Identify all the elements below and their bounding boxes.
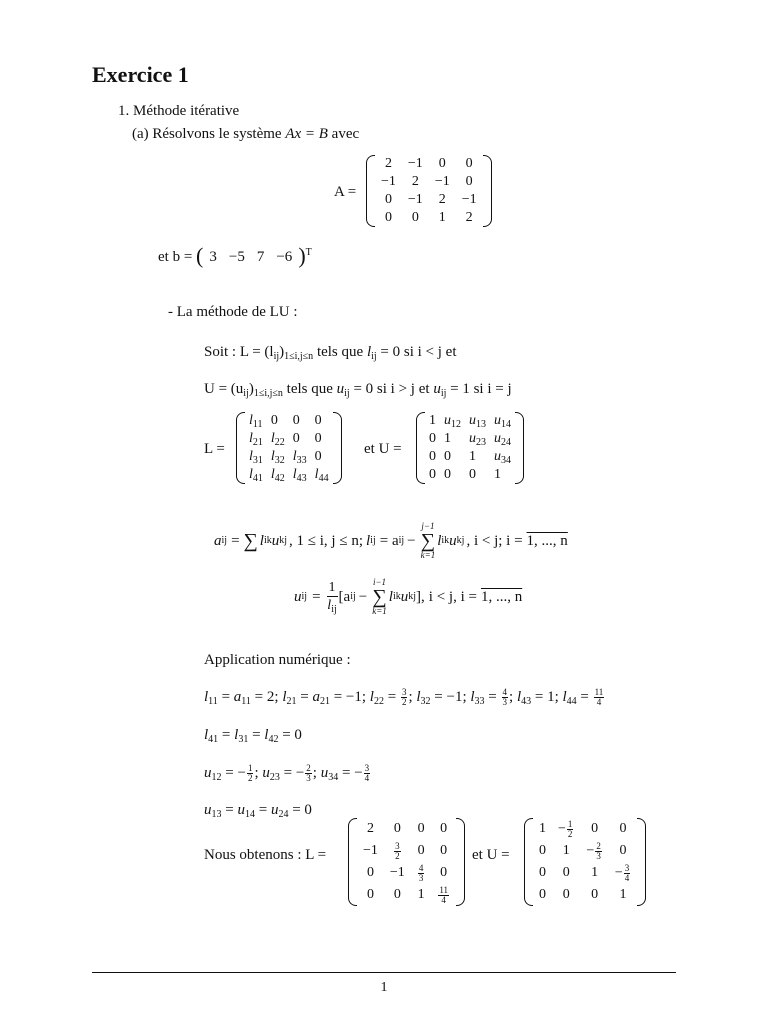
matrix-a-cell: 0 [465,156,473,171]
matrix-l-numeric-cell: 0 [440,821,448,836]
matrix-a-cell: 2 [438,192,446,207]
matrix-a-cell: −1 [434,174,450,189]
fu-range: 1, ..., n [480,589,523,605]
matrix-a-cell: 0 [465,174,473,189]
matrix-u-generic-cell: $u_{13}$ [469,413,486,430]
page-title: Exercice 1 [92,62,189,87]
matrix-a-table [375,155,483,227]
matrix-u-generic-cell: $u_{14}$ [494,413,511,430]
fu-sum-top: i−1 [372,577,387,587]
matrix-l-numeric-cell: 0 [393,821,401,836]
matrix-u-numeric-cell: 0 [539,865,546,880]
matrix-l-generic-cell: 0 [292,413,300,428]
fu-lhs: u [294,589,302,605]
soit-mid: ) [279,344,285,360]
matrix-l-generic [236,412,342,484]
fa-term: l [259,533,264,549]
matrix-u-numeric-cell: 1 [539,821,546,836]
fu-eq: = [312,589,321,605]
vector-b-entry: −6 [276,249,293,265]
vector-b-transpose: T [305,247,312,258]
app-heading: Application numérique : [204,652,351,668]
matrix-u-generic-cell: 1 [429,413,436,428]
matrix-u-numeric-cell: 0 [619,843,627,858]
u-sub2: 1≤i,j≤n [253,388,283,399]
matrix-l-numeric-cell: $\frac{11}{4}$ [439,884,448,905]
matrix-l-generic-cell: $l_{22}$ [270,431,285,448]
vector-b-entry: −5 [228,249,245,265]
matrix-l-numeric-cell: 0 [440,843,448,858]
item-a-label: (a) Résolvons le système [132,126,282,142]
fa-sum-bot: k=1 [420,550,436,560]
matrix-u-numeric-row [533,862,637,884]
fa-sum: ∑ [243,530,258,552]
matrix-a-name: A = [334,184,357,200]
matrix-a-cell: 0 [384,192,392,207]
matrix-u-numeric-row [533,818,637,840]
matrix-u-generic-cell: 0 [429,467,436,482]
matrix-l-generic-name: L = [204,441,225,457]
matrix-u-generic-cell: 0 [444,449,451,464]
fu-sum-limits: i−1 ∑ k=1 [372,577,387,616]
fa-cond1: , 1 ≤ i, j ≤ n; [289,533,363,549]
footer-rule [92,972,676,973]
app-line-2: $l_{41} = l_{31} = l_{42} = 0$ [204,727,302,745]
matrix-l-numeric-cell: 0 [440,865,448,880]
fa-term-b: l [437,533,442,549]
matrix-l-generic-row [245,412,333,430]
matrix-a-cell: 1 [438,210,446,225]
fa-sum-top: j−1 [421,521,435,531]
matrix-u-numeric-row [533,840,637,862]
matrix-l-generic-cell: $l_{11}$ [249,413,263,430]
matrix-u-numeric-cell: 0 [619,821,627,836]
matrix-u-numeric-cell: 1 [591,865,599,880]
matrix-l-generic-cell: $l_{31}$ [249,449,263,466]
fa-eq2: = a [379,533,399,549]
matrix-u-numeric-cell: − $\frac{3}{4}$ [614,862,630,883]
app-line-4: $u_{13} = u_{14} = u_{24} = 0$ [204,802,312,820]
matrix-u-numeric-cell: 0 [539,843,546,858]
u-def-line [204,380,512,398]
u-sub1: ij [243,388,249,399]
fu-frac-den-sub: ij [331,604,337,615]
fu-frac [327,581,338,613]
matrix-u-numeric [524,818,646,906]
matrix-a-cell: 2 [465,210,473,225]
matrix-a-row [375,209,483,227]
matrix-l-numeric-cell: $\frac{3}{2}$ [395,840,400,861]
fa-lhs: a [214,533,222,549]
matrix-l-numeric-row [357,840,456,862]
matrix-l-generic-cell: $l_{41}$ [249,467,263,484]
item-a-line [132,125,359,143]
matrix-a-row [375,191,483,209]
matrix-l-generic-cell: $l_{32}$ [270,449,285,466]
item-a-equation: Ax = B [285,126,328,142]
matrix-l-generic-cell: $l_{21}$ [249,431,263,448]
vector-b-line: et b = ( 3 −5 7 −6 )$^T$ [158,243,312,268]
matrix-l-numeric-row [357,818,456,840]
fu-frac-num: 1 [328,580,336,595]
fa-l2: l [366,533,371,549]
matrix-a-cell: 0 [438,156,446,171]
soit-pre: Soit : L = (l [204,344,274,360]
matrix-u-generic-cell: 0 [429,431,436,446]
fu-term2: u [400,589,409,605]
matrix-u-generic-row [425,412,515,430]
formula-u: u ij = $\frac{1}{l_{ij}}$ [a ij − i−1 ∑ k=1 l ik u kj ], i < j, i = 1, ..., n [294,577,523,616]
matrix-u-numeric-cell: − $\frac{1}{2}$ [558,818,573,839]
matrix-u-generic-cell: $u_{34}$ [494,449,511,466]
matrix-l-generic-table [245,412,333,484]
item-1-label: 1. Méthode itérative [118,103,240,119]
matrix-u-generic-cell: $u_{12}$ [444,413,461,430]
vector-b-values [203,249,298,265]
soit-sub2: 1≤i,j≤n [284,351,314,362]
fa-term2-b: u [449,533,457,549]
soit-line [204,343,457,361]
matrix-l-generic-row [245,430,333,448]
matrix-u-numeric-cell: 0 [562,865,570,880]
matrix-l-numeric-cell: 0 [393,887,401,902]
matrix-l-generic-cell: $l_{44}$ [314,467,329,484]
matrix-l-numeric-cell: 1 [417,887,425,902]
matrix-a-cell: −1 [461,192,477,207]
fu-tail: ], [416,589,425,605]
matrix-u-numeric-cell: − $\frac{2}{3}$ [586,840,601,861]
soit-cond-rest: = 0 si i < j et [380,344,457,360]
matrix-l-generic-cell: $l_{42}$ [270,467,285,484]
fa-minus: − [407,533,416,549]
u-c1: u [336,381,345,397]
matrix-l-numeric-cell: 0 [417,821,425,836]
et-u-label: et U = [364,441,402,457]
matrix-l-generic-cell: 0 [314,449,322,464]
fu-minus: − [358,589,368,605]
vector-b-entry: 3 [209,249,217,265]
matrix-u-generic-cell: 1 [444,431,451,446]
u-mid: ) [248,381,254,397]
matrix-l-generic-cell: 0 [314,431,322,446]
app-line-1: $l_{11} = a_{11} = 2$; $l_{21} = a_{21} = -1$; $l_{22}$ = $\frac{3}{2}$ ; $l_{32} = -1$; $l_{33}$ = $\frac{4}{3}$ ; $l_{43} = 1$; $l_{44}$ = $\frac{11}{4}$ [204,687,604,708]
fa-eq: = [231,533,240,549]
matrix-u-numeric-cell: 0 [591,887,599,902]
matrix-a-cell: 0 [411,210,419,225]
matrix-a-cell: −1 [407,156,423,171]
vector-b-entry: 7 [256,249,265,265]
matrix-l-numeric-cell: $\frac{4}{3}$ [418,862,424,883]
matrix-u-numeric-cell: 0 [591,821,599,836]
fu-term: l [388,589,393,605]
page-number: 1 [380,980,388,995]
matrix-u-generic-cell: $u_{24}$ [494,431,511,448]
u-pre: U = (u [204,381,244,397]
soit-cond: l [366,344,372,360]
matrix-u-numeric-cell: 1 [562,843,570,858]
u-c1-sub: ij [344,388,350,399]
matrix-u-generic-row [425,430,515,448]
matrix-l-generic-cell: $l_{43}$ [292,467,307,484]
u-c2: u [433,381,441,397]
matrix-l-generic-cell: $l_{33}$ [292,449,307,466]
matrix-l-generic-row [245,466,333,484]
matrix-l-numeric-cell: 2 [366,821,374,836]
soit-sub1: ij [273,351,280,362]
matrix-l-numeric-cell: 0 [366,865,374,880]
fu-frac-den: l [327,598,332,613]
soit-cond-sub: ij [371,351,377,362]
matrix-u-generic-cell: 1 [494,467,501,482]
matrix-u-generic-row [425,448,515,466]
matrix-u-generic-cell: 0 [444,467,451,482]
app-line-3: $u_{12}$ = − $\frac{1}{2}$ ; $u_{23}$ = − $\frac{2}{3}$ ; $u_{34}$ = − $\frac{3}{4}$ [204,763,370,784]
matrix-u-generic-cell: $u_{23}$ [469,431,486,448]
matrix-a [366,155,492,227]
u-post: tels que [286,381,333,397]
matrix-l-generic-row [245,448,333,466]
matrix-a-cell: 2 [411,174,419,189]
matrix-l-numeric-cell: −1 [363,843,378,858]
formula-a: a ij = ∑ l ik u kj , 1 ≤ i, j ≤ n; l ij = a ij − j−1 ∑ k=1 l ik u kj , i < j; i = 1, ..., n [214,521,568,560]
fa-term2: u [271,533,280,549]
matrix-a-cell: −1 [407,192,423,207]
fu-cond: i < j, i = [428,589,477,605]
fa-cond2: , i < j; i = [466,533,523,549]
fa-sum-limits: j−1 ∑ k=1 [420,521,436,560]
matrix-l-numeric-cell: 0 [366,887,374,902]
matrix-l-numeric-row [357,884,456,906]
matrix-u-generic-cell: 0 [429,449,436,464]
matrix-u-generic-cell: 0 [469,467,476,482]
fu-sum-bot: k=1 [372,606,387,616]
matrix-l-numeric-cell: −1 [389,865,405,880]
u-c2-rest: = 1 si i = j [450,381,512,397]
matrix-u-numeric-row [533,884,637,906]
u-c2-sub: ij [440,388,447,399]
matrix-l-numeric [348,818,465,906]
matrix-u-generic-cell: 1 [469,449,476,464]
soit-post: tels que [316,344,364,360]
matrix-l-numeric-cell: 0 [417,843,425,858]
et-u-label-2: et U = [472,847,510,863]
matrix-l-generic-cell: 0 [314,413,322,428]
matrix-a-cell: 2 [384,156,392,171]
u-c1-rest: = 0 si i > j et [353,381,430,397]
lu-heading: - La méthode de LU : [168,304,298,320]
matrix-l-numeric-table [357,818,456,906]
matrix-u-generic-table [425,412,515,484]
matrix-l-generic-cell: 0 [292,431,300,446]
matrix-a-row [375,155,483,173]
matrix-a-row [375,173,483,191]
matrix-u-generic-row [425,466,515,484]
item-a-avec: avec [331,126,360,142]
obtain-label: Nous obtenons : L = [204,847,327,863]
vector-b-prefix: et b = [158,249,193,265]
matrix-l-generic-cell: 0 [270,413,278,428]
fa-range: 1, ..., n [526,533,568,549]
matrix-u-numeric-cell: 0 [539,887,546,902]
matrix-u-numeric-table [533,818,637,906]
matrix-u-generic [416,412,524,484]
matrix-u-numeric-cell: 0 [562,887,570,902]
matrix-l-numeric-row [357,862,456,884]
matrix-u-numeric-cell: 1 [619,887,627,902]
matrix-a-cell: −1 [381,174,396,189]
matrix-a-cell: 0 [384,210,392,225]
fu-bracket: [a [338,589,351,605]
